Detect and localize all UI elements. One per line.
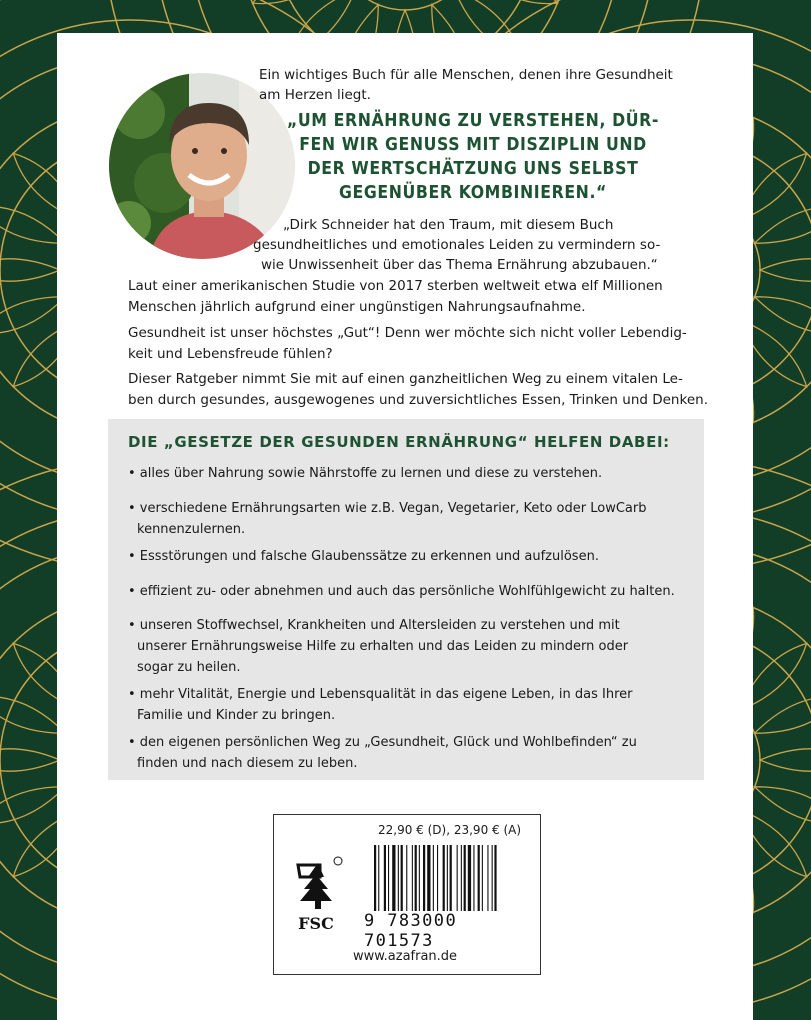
author-quote [253, 109, 693, 205]
bullet-item [128, 581, 698, 602]
paragraph-line: Dieser Ratgeber nimmt Sie mit auf einen ganzheitlichen Weg zu einem vitalen Le- [128, 371, 683, 387]
bullet-line: • alles über Nahrung sowie Nährstoffe zu lernen und diese zu verstehen. [128, 466, 603, 481]
bullet-line: • effizient zu- oder abnehmen und auch das persönliche Wohlfühlgewicht zu halten. [128, 584, 675, 599]
dream-line: gesundheitliches und emotionales Leiden zu vermindern so- [253, 237, 661, 253]
quote-line: „UM ERNÄHRUNG ZU VERSTEHEN, DÜR- [286, 111, 660, 131]
bullet-item [128, 546, 698, 567]
bullet-item [128, 615, 698, 678]
bullet-line: • verschiedene Ernährungsarten wie z.B. Vegan, Vegetarier, Keto oder LowCarb [128, 501, 647, 516]
bullet-line: kennenzulernen. [137, 522, 246, 537]
paragraph-line: Gesundheit ist unser höchstes „Gut“! Denn wer möchte sich nicht voller Lebendig- [128, 325, 687, 341]
quote-line: GEGENÜBER KOMBINIEREN.“ [339, 183, 607, 203]
bullet-line: • Essstörungen und falsche Glaubenssätze zu erkennen und aufzulösen. [128, 549, 599, 564]
dream-line: „Dirk Schneider hat den Traum, mit diesem Buch [283, 217, 614, 233]
bullet-line: sogar zu heilen. [137, 660, 241, 675]
bullet-line: • mehr Vitalität, Energie und Lebensqualität in das eigene Leben, in das Ihrer [128, 687, 633, 702]
bullet-item [128, 463, 698, 484]
bullet-item [128, 498, 698, 540]
back-cover-card [57, 33, 753, 1020]
bullet-line: • unseren Stoffwechsel, Krankheiten und Altersleiden zu verstehen und mit [128, 618, 620, 633]
isbn-number: 9 783000 701573 [362, 911, 540, 951]
paragraph-line: keit und Lebensfreude fühlen? [128, 346, 333, 362]
bullet-item [128, 732, 698, 774]
fsc-label: FSC [298, 914, 334, 933]
quote-line: DER WERTSCHÄTZUNG UNS SELBST [307, 159, 639, 179]
publisher-website: www.azafran.de [352, 949, 458, 964]
paragraph-line: Menschen jährlich aufgrund einer ungünstigen Nahrungsaufnahme. [128, 299, 586, 315]
bullet-line: unserer Ernährungsweise Hilfe zu erhalten und das Leiden zu mindern oder [137, 639, 629, 654]
bullet-line: • den eigenen persönlichen Weg zu „Gesundheit, Glück und Wohlbefinden“ zu [128, 735, 637, 750]
paragraph-study [128, 276, 708, 318]
bullet-line: finden und nach diesem zu leben. [137, 756, 358, 771]
bullet-item [128, 684, 698, 726]
paragraph-health [128, 323, 708, 365]
benefits-title: DIE „GESETZE DER GESUNDEN ERNÄHRUNG“ HELFEN DABEI: [128, 433, 670, 451]
benefits-box [108, 419, 704, 780]
paragraph-line: Laut einer amerikanischen Studie von 2017 sterben weltweit etwa elf Millionen [128, 278, 663, 294]
price-label: 22,90 € (D), 23,90 € (A) [378, 823, 522, 837]
paragraph-line: ben durch gesundes, ausgewogenes und zuversichtliches Essen, Trinken und Denken. [128, 392, 708, 408]
bullet-line: Familie und Kinder zu bringen. [137, 708, 336, 723]
fsc-logo-icon [288, 855, 346, 935]
paragraph-guide [128, 369, 708, 411]
intro-text: Ein wichtiges Buch für alle Menschen, denen ihre Gesundheit am Herzen liegt. [259, 67, 673, 103]
dream-text [227, 215, 697, 275]
quote-line: FEN WIR GENUSS MIT DISZIPLIN UND [299, 135, 647, 155]
dream-line: wie Unwissenheit über das Thema Ernährung abzubauen.“ [261, 257, 658, 273]
